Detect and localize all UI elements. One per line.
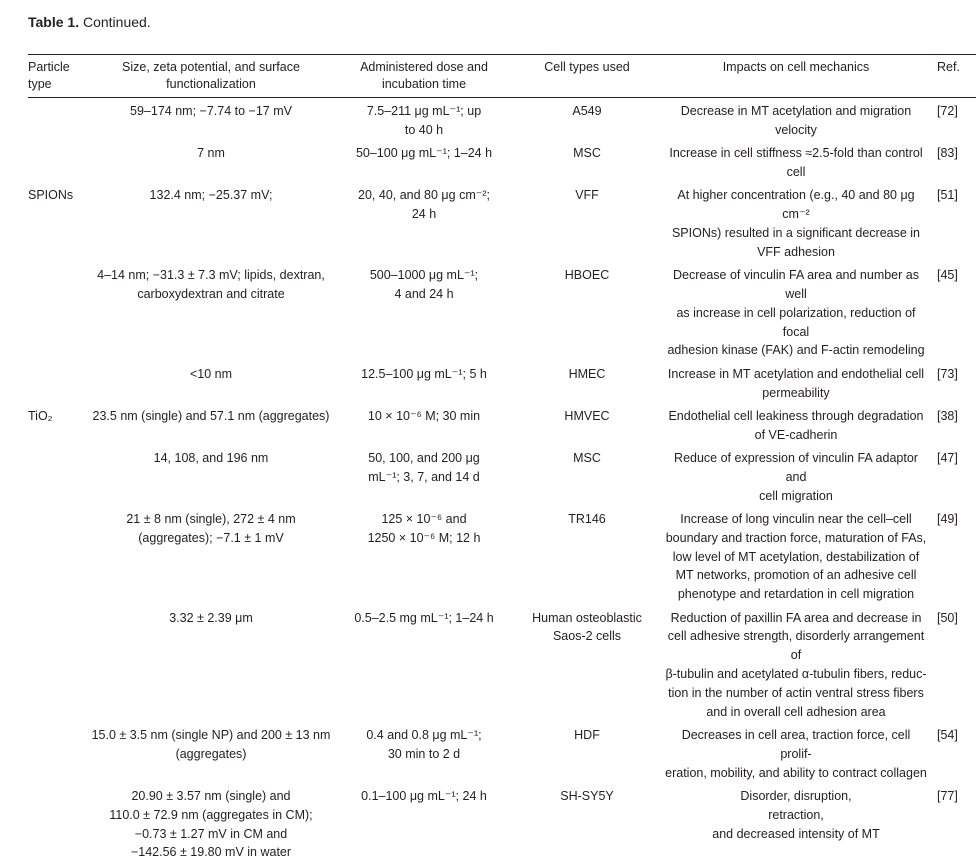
cell-size: 23.5 nm (single) and 57.1 nm (aggregates)	[92, 408, 330, 423]
cell-ref: [54]	[937, 728, 958, 743]
cell-size: 132.4 nm; −25.37 mV;	[149, 188, 273, 203]
table-caption	[28, 14, 151, 30]
header-row	[24, 57, 976, 98]
cell-impact: Increase of long vinculin near the cell–cell boundary and traction force, maturation of FAs, low level of MT acetylation, destabilization of MT networks, promotion of an adhesive cell phenotype and retardation in cell migration	[665, 512, 927, 602]
cell-cells: SH-SY5Y	[560, 789, 614, 804]
top-rule	[28, 54, 976, 55]
cell-size: 15.0 ± 3.5 nm (single NP) and 200 ± 13 nm (aggregates)	[91, 728, 331, 761]
cell-dose: 125 × 10⁻⁶ and 1250 × 10⁻⁶ M; 12 h	[367, 512, 481, 545]
header-particle-type: Particle type	[28, 60, 70, 91]
table-row	[24, 449, 976, 510]
cell-ref: [72]	[937, 104, 958, 118]
cell-size: <10 nm	[189, 366, 233, 381]
cell-ref: [38]	[937, 408, 958, 423]
data-table	[24, 57, 976, 867]
cell-type	[24, 98, 87, 144]
cell-impact: Disorder, disruption, retraction, and decreased intensity of MT	[712, 789, 880, 841]
header-size: Size, zeta potential, and surface functionalization	[122, 60, 300, 91]
cell-ref: [73]	[937, 366, 958, 381]
cell-dose: 50–100 μg mL⁻¹; 1–24 h	[355, 146, 493, 161]
cell-type	[24, 449, 87, 510]
cell-dose: 0.1–100 μg mL⁻¹; 24 h	[361, 789, 487, 804]
table-row	[24, 510, 976, 609]
cell-dose: 12.5–100 μg mL⁻¹; 5 h	[361, 366, 487, 381]
cell-cells: VFF	[575, 188, 599, 203]
cell-type	[24, 266, 87, 365]
cell-impact: Decrease in MT acetylation and migration velocity	[680, 104, 912, 137]
cell-dose: 10 × 10⁻⁶ M; 30 min	[367, 408, 481, 423]
header-cell-types: Cell types used	[544, 60, 630, 74]
cell-dose: 500–1000 μg mL⁻¹; 4 and 24 h	[369, 268, 479, 301]
table-row	[24, 266, 976, 365]
cell-dose: 20, 40, and 80 μg cm⁻²; 24 h	[358, 188, 490, 222]
table-row	[24, 98, 976, 144]
table-row	[24, 407, 976, 449]
cell-type	[24, 365, 87, 407]
cell-type: TiO₂	[28, 408, 53, 423]
table-row	[24, 186, 976, 266]
cell-type	[24, 609, 87, 726]
cell-size: 21 ± 8 nm (single), 272 ± 4 nm (aggregates); −7.1 ± 1 mV	[126, 512, 296, 545]
cell-ref: [51]	[937, 188, 958, 203]
cell-impact: Endothelial cell leakiness through degradation of VE-cadherin	[668, 408, 924, 442]
cell-size: 4–14 nm; −31.3 ± 7.3 mV; lipids, dextran, carboxydextran and citrate	[97, 268, 325, 301]
cell-impact: Reduce of expression of vinculin FA adaptor and cell migration	[674, 451, 918, 503]
cell-ref: [50]	[937, 610, 958, 625]
cell-dose: 0.4 and 0.8 μg mL⁻¹; 30 min to 2 d	[366, 728, 482, 761]
table-row	[24, 365, 976, 407]
cell-impact: Increase in MT acetylation and endothelial cell permeability	[667, 366, 925, 400]
table-row	[24, 787, 976, 867]
table-row	[24, 144, 976, 186]
header-dose: Administered dose and incubation time	[360, 60, 488, 91]
cell-type: SPIONs	[28, 188, 74, 203]
cell-dose: 0.5–2.5 mg mL⁻¹; 1–24 h	[354, 610, 494, 625]
cell-cells: HBOEC	[564, 268, 610, 283]
cell-ref: [77]	[937, 789, 958, 804]
header-ref: Ref.	[937, 60, 960, 74]
cell-cells: Human osteoblastic Saos-2 cells	[532, 610, 642, 644]
cell-size: 3.32 ± 2.39 μm	[169, 610, 253, 625]
cell-size: 20.90 ± 3.57 nm (single) and 110.0 ± 72.9 nm (aggregates in CM); −0.73 ± 1.27 mV in CM and −142.56 ± 19.80 mV in water	[109, 789, 313, 860]
cell-ref: [47]	[937, 451, 958, 466]
cell-impact: At higher concentration (e.g., 40 and 80 μg cm⁻² SPIONs) resulted in a significant decrease in VFF adhesion	[671, 188, 921, 259]
cell-size: 59–174 nm; −7.74 to −17 mV	[130, 104, 292, 118]
cell-impact: Reduction of paxillin FA area and decrease in cell adhesive strength, disorderly arrangement of β-tubulin and acetylated α-tubulin fibers, reduc- tion in the number of actin ventral stress fibers and in overall cell adhesion area	[665, 610, 927, 719]
cell-cells: MSC	[573, 451, 601, 466]
cell-type	[24, 510, 87, 609]
cell-dose: 50, 100, and 200 μg mL⁻¹; 3, 7, and 14 d	[368, 451, 480, 484]
cell-cells: HMVEC	[564, 408, 610, 423]
cell-impact: Increase in cell stiffness ≈2.5-fold than control cell	[669, 146, 923, 179]
cell-type	[24, 787, 87, 867]
table-row	[24, 609, 976, 726]
cell-cells: TR146	[568, 512, 606, 527]
caption-label: Table 1.	[28, 14, 80, 30]
table-row	[24, 726, 976, 787]
cell-size: 14, 108, and 196 nm	[153, 451, 269, 466]
cell-cells: HMEC	[568, 366, 606, 381]
cell-cells: MSC	[573, 146, 601, 161]
cell-impact: Decreases in cell area, traction force, cell prolif- eration, mobility, and ability to contract collagen	[665, 728, 927, 780]
caption-text: Continued.	[79, 14, 151, 30]
cell-size: 7 nm	[197, 146, 225, 161]
cell-cells: A549	[572, 104, 602, 118]
cell-type	[24, 726, 87, 787]
cell-ref: [45]	[937, 268, 958, 283]
cell-cells: HDF	[574, 728, 600, 743]
cell-ref: [83]	[937, 146, 958, 161]
cell-type	[24, 144, 87, 186]
cell-dose: 7.5–211 μg mL⁻¹; up to 40 h	[366, 104, 482, 137]
cell-impact: Decrease of vinculin FA area and number as well as increase in cell polarization, reduction of focal adhesion kinase (FAK) and F-actin remodeling	[667, 268, 925, 358]
header-impacts: Impacts on cell mechanics	[722, 60, 870, 74]
cell-ref: [49]	[937, 512, 958, 527]
